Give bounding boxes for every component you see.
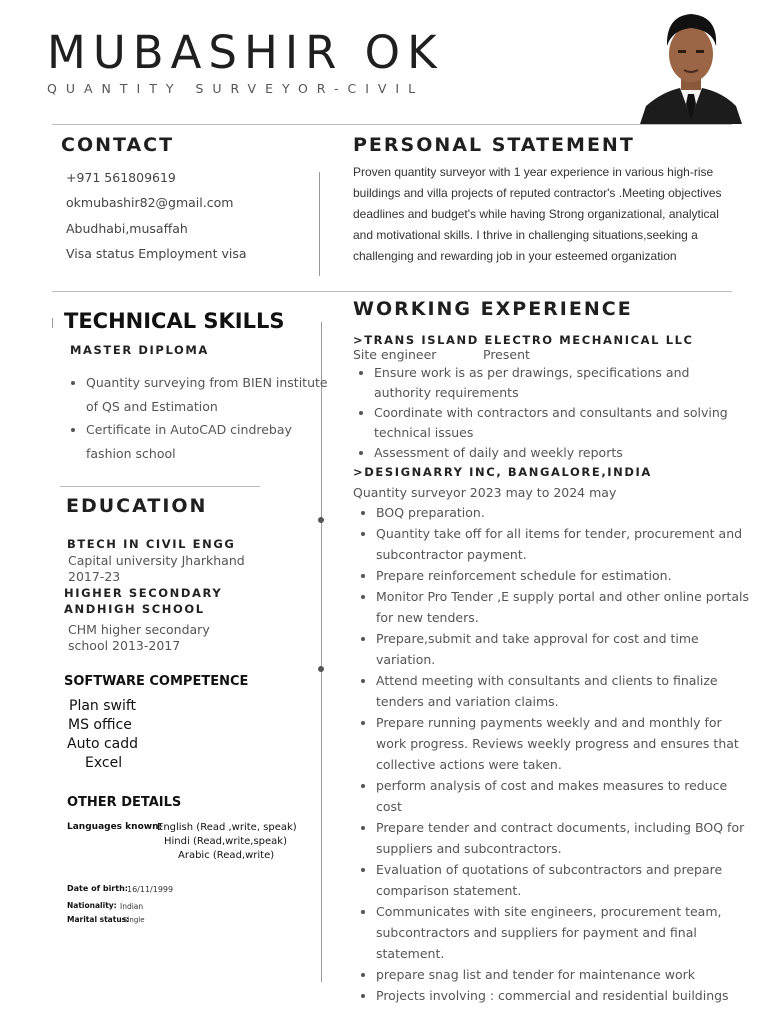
personal-heading: PERSONAL STATEMENT: [353, 134, 635, 156]
languages-label: Languages known:: [67, 822, 163, 832]
technical-heading: TECHNICAL SKILLS: [64, 309, 285, 333]
timeline-dot: [318, 517, 324, 523]
language-item: Hindi (Read,write,speak): [164, 836, 287, 847]
list-item: • Attend meeting with consultants and clients to finalize tenders and variation claims.: [376, 670, 754, 712]
software-item: Auto cadd: [67, 736, 139, 752]
list-item: • Projects involving : commercial and residential buildings: [376, 985, 754, 1006]
marital-label: Marital status:: [67, 915, 130, 924]
list-item: • Coordinate with contractors and consultants and solving technical issues: [374, 403, 744, 443]
list-item: • BOQ preparation.: [376, 502, 754, 523]
list-item: • Quantity surveying from BIEN institute of QS and Estimation: [86, 371, 336, 418]
education-school-2: CHM higher secondary: [68, 622, 210, 637]
education-heading: EDUCATION: [66, 495, 208, 517]
timeline-dot: [318, 666, 324, 672]
software-item: MS office: [68, 717, 132, 733]
list-item: • Prepare running payments weekly and and monthly for work progress. Reviews weekly progress and ensures that collective actions were taken.: [376, 712, 754, 775]
contact-phone: +971 561809619: [66, 170, 176, 185]
job2-title: Quantity surveyor 2023 may to 2024 may: [353, 485, 617, 500]
other-heading: OTHER DETAILS: [67, 795, 182, 810]
technical-list: [66, 371, 336, 465]
left-marker: [52, 318, 53, 328]
list-item: • perform analysis of cost and makes measures to reduce cost: [376, 775, 754, 817]
technical-subheading: MASTER DIPLOMA: [70, 343, 209, 357]
education-years-1: 2017-23: [68, 569, 121, 584]
education-degree-2: HIGHER SECONDARY: [64, 586, 223, 600]
contact-visa: Visa status Employment visa: [66, 246, 247, 261]
contact-heading: CONTACT: [61, 134, 175, 156]
list-item: • Assessment of daily and weekly reports: [374, 443, 744, 463]
column-divider-top: [319, 172, 320, 276]
education-divider: [60, 486, 260, 487]
dob-label: Date of birth:: [67, 884, 128, 893]
experience-heading: WORKING EXPERIENCE: [353, 298, 633, 320]
education-years-2: school 2013-2017: [68, 638, 181, 653]
nationality-label: Nationality:: [67, 901, 117, 910]
list-item: • Prepare tender and contract documents, including BOQ for suppliers and subcontractors.: [376, 817, 754, 859]
section-divider: [52, 291, 732, 292]
list-item: • Ensure work is as per drawings, specifications and authority requirements: [374, 363, 744, 403]
list-item: • Prepare,submit and take approval for cost and time variation.: [376, 628, 754, 670]
candidate-name: MUBASHIR OK: [47, 26, 444, 79]
personal-text: Proven quantity surveyor with 1 year experience in various high-rise buildings and villa projects of reputed contractor's .Meeting objectives deadlines and budget's while having Strong organizational, analytical and motivational skills. I thrive in challenging situations,seeking a challenging and rewarding job in your esteemed organization: [353, 165, 722, 263]
profile-photo: [640, 8, 742, 124]
job1-period: Present: [483, 347, 530, 362]
marital-value: Single: [123, 916, 145, 924]
language-item: Arabic (Read,write): [178, 850, 275, 861]
software-heading: SOFTWARE COMPETENCE: [64, 674, 249, 689]
list-item: • Evaluation of quotations of subcontractors and prepare comparison statement.: [376, 859, 754, 901]
list-item: • Communicates with site engineers, procurement team, subcontractors and suppliers for payment and final statement.: [376, 901, 754, 964]
job1-company: >TRANS ISLAND ELECTRO MECHANICAL LLC: [353, 333, 694, 347]
language-item: English (Read ,write, speak): [157, 822, 297, 833]
education-school-1: Capital university Jharkhand: [68, 553, 245, 568]
contact-location: Abudhabi,musaffah: [66, 221, 188, 236]
list-item: • prepare snag list and tender for maintenance work: [376, 964, 754, 985]
nationality-value: Indian: [120, 902, 144, 911]
education-degree-2b: ANDHIGH SCHOOL: [64, 602, 205, 616]
education-degree-1: BTECH IN CIVIL ENGG: [67, 537, 236, 551]
contact-email: okmubashir82@gmail.com: [66, 195, 234, 210]
software-item: Plan swift: [69, 698, 137, 714]
job-role: QUANTITY SURVEYOR-CIVIL: [47, 81, 425, 96]
list-item: • Quantity take off for all items for tender, procurement and subcontractor payment.: [376, 523, 754, 565]
list-item: • Certificate in AutoCAD cindrebay fashion school: [86, 418, 336, 465]
job2-company: >DESIGNARRY INC, BANGALORE,INDIA: [353, 465, 652, 479]
list-item: • Monitor Pro Tender ,E supply portal and other online portals for new tenders.: [376, 586, 754, 628]
job1-title: Site engineer: [353, 347, 437, 362]
list-item: • Prepare reinforcement schedule for estimation.: [376, 565, 754, 586]
software-item: Excel: [85, 755, 123, 771]
job1-list: [354, 363, 744, 463]
job2-list: [356, 502, 754, 1006]
dob-value: 16/11/1999: [127, 885, 174, 894]
header-divider: [52, 124, 732, 125]
